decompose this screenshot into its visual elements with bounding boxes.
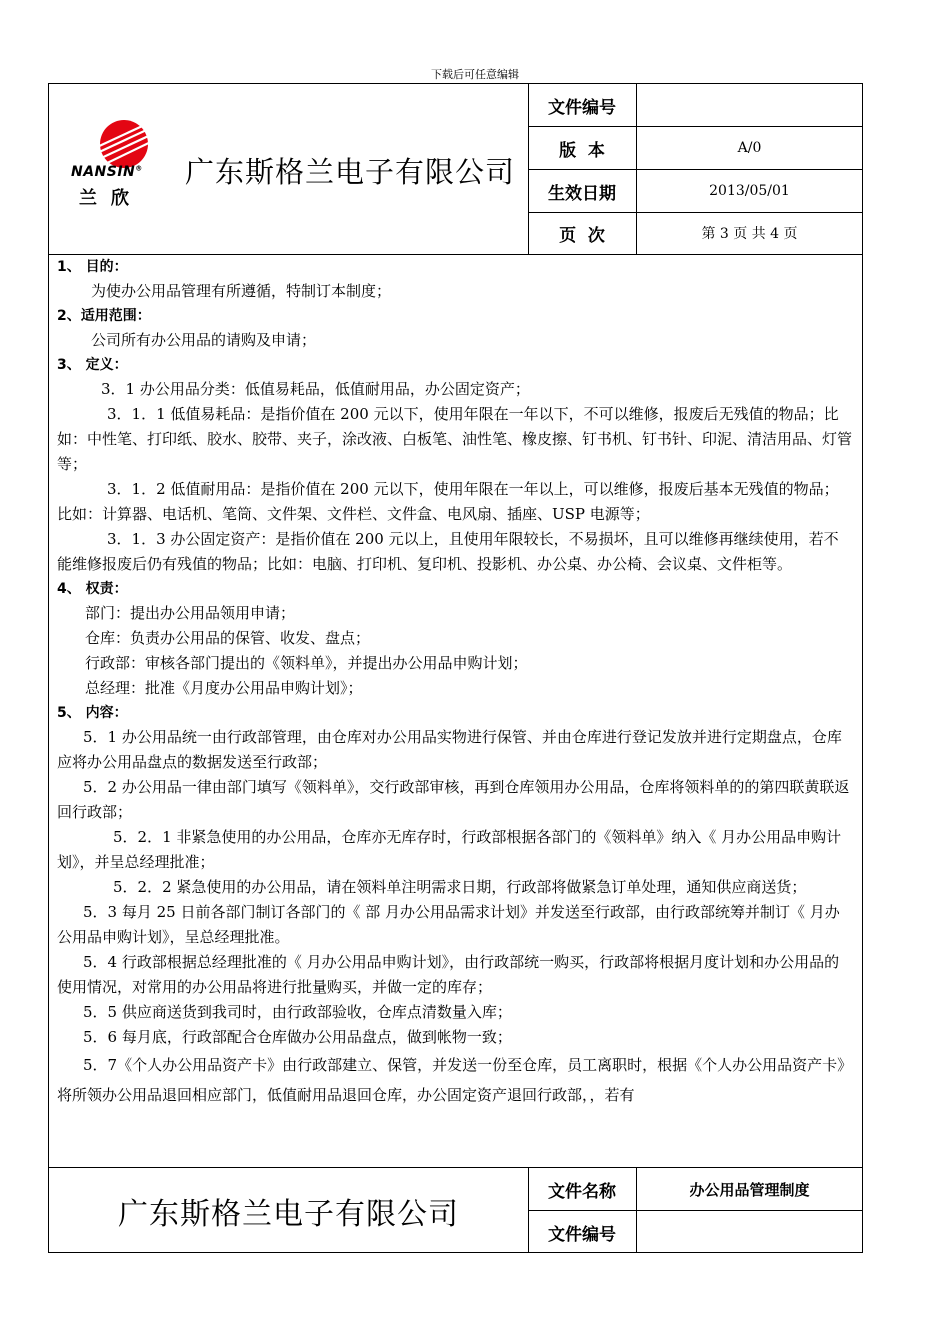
header-row-effective-date: [528, 170, 862, 213]
section-title: 5、 内容：: [57, 705, 128, 721]
top-note: 下载后可任意编辑: [431, 68, 519, 81]
header-label: 生效日期: [528, 170, 637, 212]
paragraph: 3．1 办公用品分类：低值易耗品，低值耐用品，办公固定资产；: [101, 380, 530, 398]
list-item: 仓库：负责办公用品的保管、收发、盘点；: [85, 629, 371, 647]
footer-value: 办公用品管理制度: [689, 1180, 810, 1199]
header-row-version: [528, 127, 862, 170]
paragraph: 5．2．2 紧急使用的办公用品，请在领料单注明需求日期，行政部将做紧急订单处理，通知供应商送货；: [113, 878, 807, 896]
list-item: 部门：提出办公用品领用申请；: [85, 604, 296, 622]
footer-label: 文件名称: [528, 1168, 637, 1210]
section-title: 2、适用范围：: [57, 308, 151, 324]
footer-row-doc-number: [528, 1211, 862, 1253]
header-row-doc-number: [528, 84, 862, 127]
header-value: A/0: [737, 140, 762, 156]
logo-brand-cn: 兰欣: [79, 188, 143, 209]
logo-brand-en: NANSIN®: [71, 164, 143, 180]
header-value: 2013/05/01: [709, 183, 790, 199]
document-body: [49, 255, 862, 1167]
paragraph: 5．2 办公用品一律由部门填写《领料单》，交行政部审核，再到仓库领用办公用品，仓库将领料单的的第四联黄联返回行政部；: [57, 778, 850, 821]
document-footer: [49, 1167, 862, 1253]
paragraph: 5．5 供应商送货到我司时，由行政部验收，仓库点清数量入库；: [83, 1003, 512, 1021]
paragraph: 5．3 每月 25 日前各部门制订各部门的《 部 月办公用品需求计划》并发送至行政部，由行政部统筹并制订《 月办公用品申购计划》，呈总经理批准。: [57, 903, 840, 946]
footer-value: [637, 1211, 862, 1253]
paragraph: 公司所有办公用品的请购及申请；: [91, 331, 317, 349]
header-company-cell: [49, 84, 529, 254]
list-item: 行政部：审核各部门提出的《领料单》，并提出办公用品申购计划；: [85, 654, 528, 672]
footer-row-doc-name: [528, 1168, 862, 1211]
paragraph: 5．7《个人办公用品资产卡》由行政部建立、保管，并发送一份至仓库，员工离职时，根据《个人办公用品资产卡》将所领办公用品退回相应部门，低值耐用品退回仓库，办公固定资产退回行政部，，若有: [57, 1056, 845, 1104]
header-label: 文件编号: [528, 84, 637, 126]
header-row-page: [528, 212, 862, 254]
header-label: 页 次: [528, 212, 637, 254]
paragraph: 3．1．1 低值易耗品：是指价值在 200 元以下，使用年限在一年以下，不可以维修，报废后无残值的物品；比如：中性笔、打印纸、胶水、胶带、夹子，涂改液、白板笔、油性笔、橡皮擦、钉书机、钉书针、印泥、清洁用品、灯管等；: [57, 405, 853, 473]
footer-label: 文件编号: [528, 1211, 637, 1253]
paragraph: 5．1 办公用品统一由行政部管理，由仓库对办公用品实物进行保管、并由仓库进行登记发放并进行定期盘点，仓库应将办公用品盘点的数据发送至行政部；: [57, 728, 842, 771]
paragraph: 3．1．2 低值耐用品：是指价值在 200 元以下，使用年限在一年以上，可以维修，报废后基本无残值的物品；比如：计算器、电话机、笔筒、文件架、文件栏、文件盒、电风扇、插座、USP 电源等；: [57, 480, 839, 523]
section-title: 1、 目的：: [57, 259, 128, 275]
section-title: 4、 权责：: [57, 581, 128, 597]
footer-company-name: 广东斯格兰电子有限公司: [49, 1168, 529, 1253]
header-label: 版 本: [528, 127, 637, 169]
document-header: [49, 84, 862, 255]
header-company-name: 广东斯格兰电子有限公司: [185, 155, 516, 189]
document-frame: [48, 83, 863, 1253]
header-value: 第 3 页 共 4 页: [701, 226, 798, 242]
paragraph: 5．6 每月底，行政部配合仓库做办公用品盘点，做到帐物一致；: [83, 1028, 512, 1046]
list-item: 总经理：批准《月度办公用品申购计划》；: [85, 679, 363, 697]
paragraph: 5．4 行政部根据总经理批准的《 月办公用品申购计划》，由行政部统一购买，行政部将根据月度计划和办公用品的使用情况，对常用的办公用品将进行批量购买，并做一定的库存；: [57, 953, 840, 996]
header-value: [637, 84, 862, 126]
paragraph: 3．1．3 办公固定资产：是指价值在 200 元以上，且使用年限较长，不易损坏，且可以维修再继续使用，若不能维修报废后仍有残值的物品；比如：电脑、打印机、复印机、投影机、办公桌、办公椅、会议桌、文件柜等。: [57, 530, 839, 573]
paragraph: 为使办公用品管理有所遵循，特制订本制度；: [91, 282, 392, 300]
paragraph: 5．2．1 非紧急使用的办公用品，仓库亦无库存时，行政部根据各部门的《领料单》纳入《 月办公用品申购计划》，并呈总经理批准；: [57, 828, 842, 871]
section-title: 3、 定义：: [57, 357, 128, 373]
